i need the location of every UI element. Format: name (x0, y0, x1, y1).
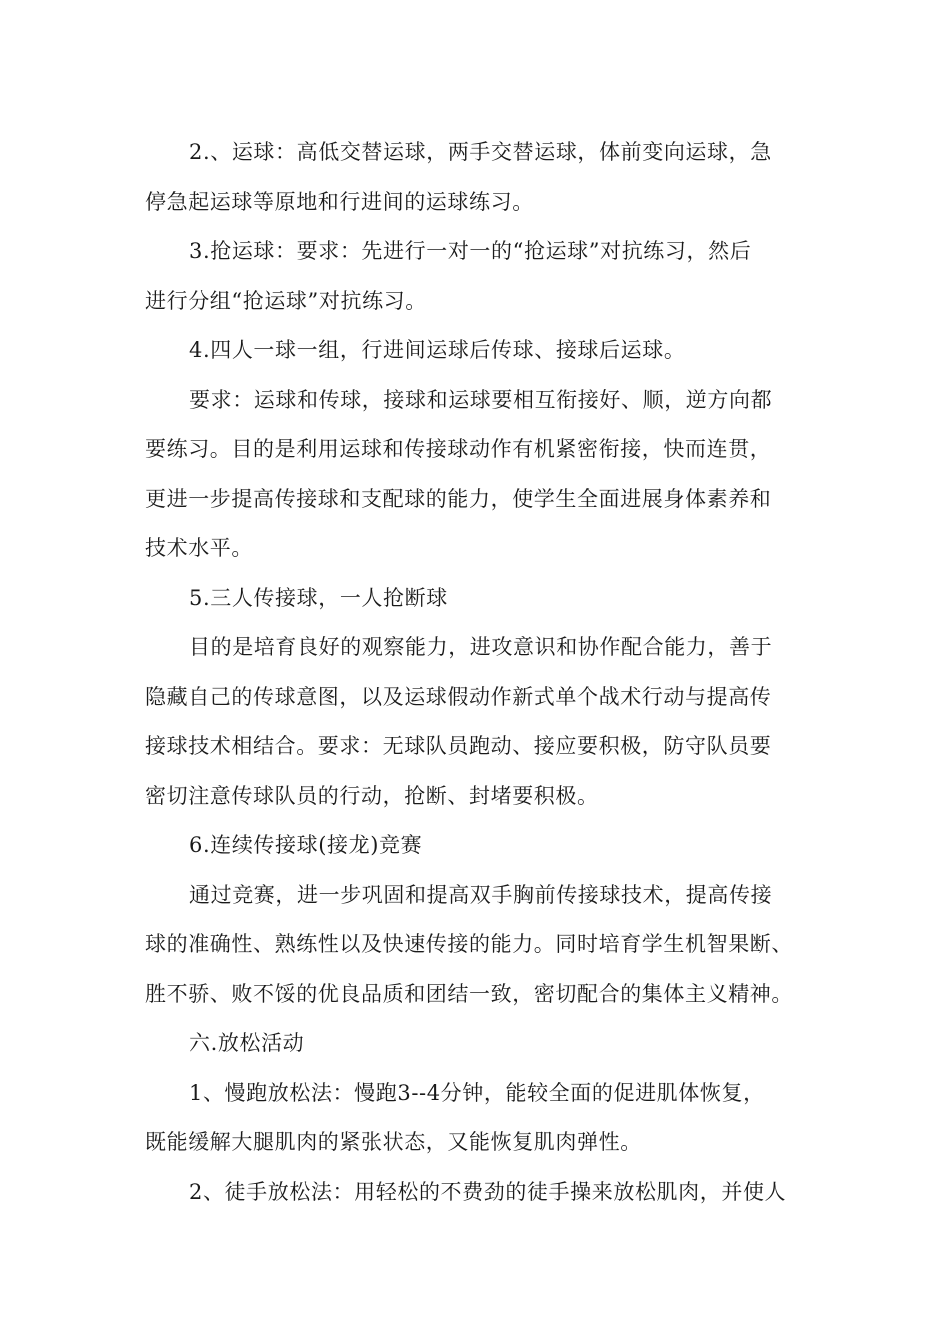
paragraph-freehand-relaxation (145, 1168, 825, 1218)
text-line: 隐藏自己的传球意图，以及运球假动作新式单个战术行动与提高传 (145, 684, 772, 709)
paragraph-steal-dribble (145, 227, 825, 326)
text-line: 6.连续传接球(接龙)竞赛 (189, 833, 423, 857)
paragraph-dribbling (145, 128, 825, 227)
text-line: 通过竞赛，进一步巩固和提高双手胸前传接球技术，提高传接 (189, 882, 773, 907)
text-line: 要练习。目的是利用运球和传接球动作有机紧密衔接，快而连贯， (145, 437, 772, 461)
text-line: 球的准确性、熟练性以及快速传接的能力。同时培育学生机智果断、 (145, 932, 793, 956)
text-line: 目的是培育良好的观察能力，进攻意识和协作配合能力，善于 (189, 635, 773, 659)
paragraph-three-person-passing (145, 574, 825, 624)
paragraph-purpose (145, 623, 825, 821)
text-line: 5.三人传接球，一人抢断球 (189, 585, 448, 610)
paragraph-competition (145, 871, 825, 1020)
text-line: 4.四人一球一组，行进间运球后传球、接球后运球。 (189, 338, 686, 362)
section-heading-relaxation (145, 1019, 825, 1069)
text-line: 要求：运球和传球，接球和运球要相互衔接好、顺，逆方向都 (189, 387, 773, 412)
text-line: 技术水平。 (145, 536, 253, 560)
text-line: 进行分组“抢运球”对抗练习。 (145, 288, 427, 313)
text-line: 接球技术相结合。要求：无球队员跑动、接应要积极，防守队员要 (145, 734, 772, 758)
document-body (145, 128, 825, 1217)
paragraph-jogging-relaxation (145, 1069, 825, 1168)
paragraph-requirements (145, 376, 825, 574)
text-line: 2、徒手放松法：用轻松的不费劲的徒手操来放松肌肉，并使人 (189, 1179, 787, 1204)
paragraph-continuous-passing (145, 821, 825, 871)
paragraph-four-person-drill (145, 326, 825, 376)
text-line: 密切注意传球队员的行动，抢断、封堵要积极。 (145, 783, 599, 808)
text-line: 更进一步提高传接球和支配球的能力，使学生全面进展身体素养和 (145, 486, 772, 511)
text-line: 1、慢跑放松法：慢跑3--4分钟，能较全面的促进肌体恢复， (189, 1080, 765, 1105)
text-line: 停急起运球等原地和行进间的运球练习。 (145, 189, 534, 214)
text-line: 胜不骄、败不馁的优良品质和团结一致，密切配合的集体主义精神。 (145, 981, 793, 1006)
text-line: 2.、运球：高低交替运球，两手交替运球，体前变向运球，急 (189, 140, 772, 164)
text-line: 3.抢运球：要求：先进行一对一的“抢运球”对抗练习，然后 (189, 239, 752, 263)
text-line: 既能缓解大腿肌肉的紧张状态，又能恢复肌肉弹性。 (145, 1130, 642, 1154)
text-line: 六.放松活动 (189, 1031, 305, 1055)
